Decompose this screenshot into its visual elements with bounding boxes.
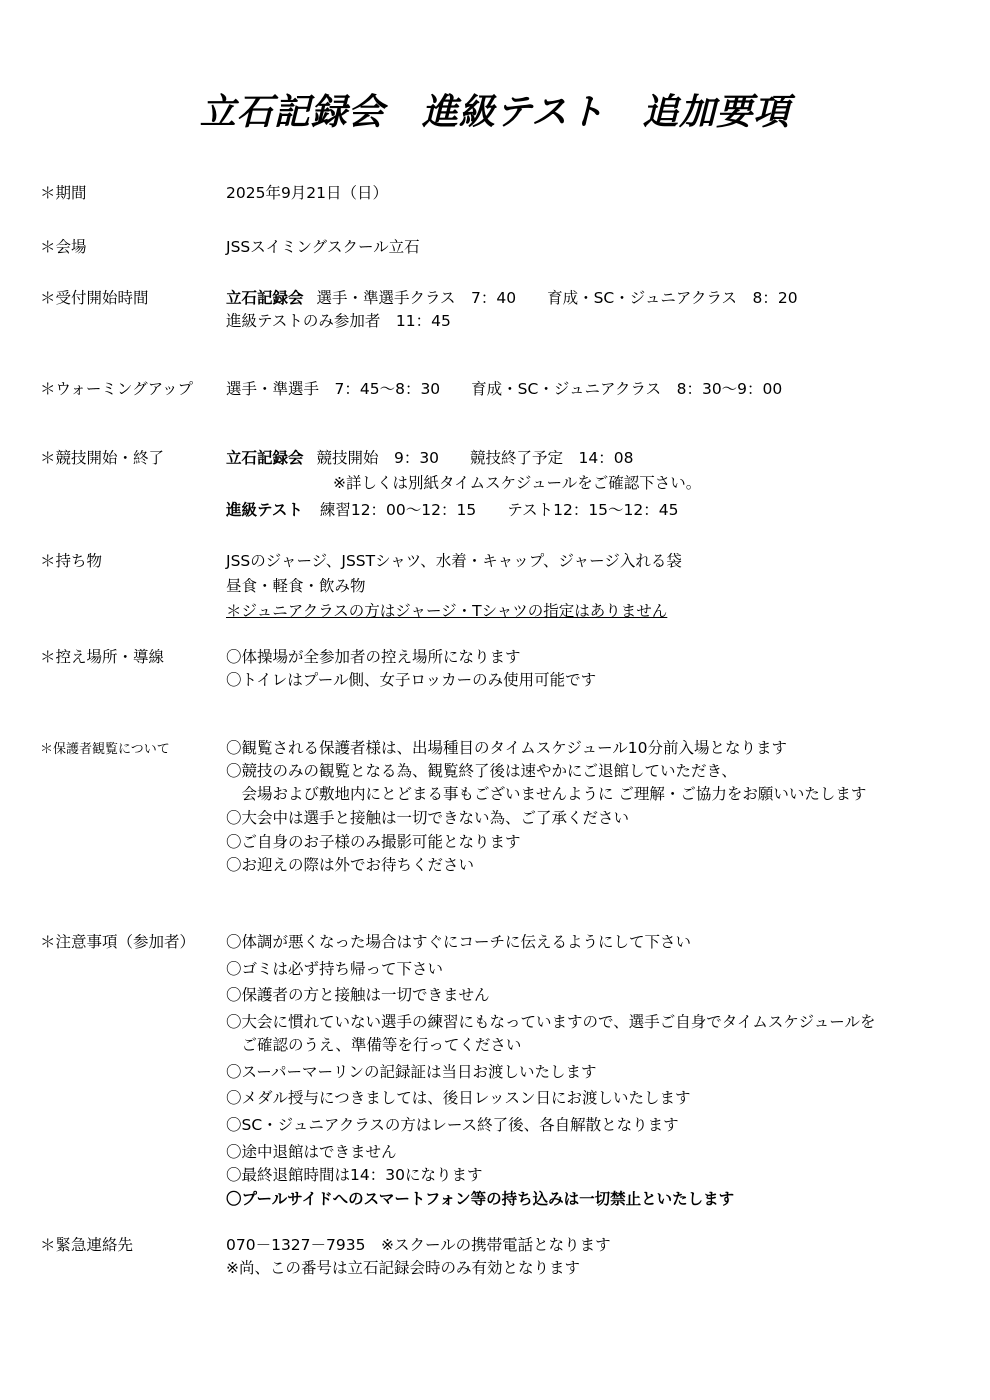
period-value: 2025年9月21日（日） xyxy=(226,184,389,202)
reception-line-1 xyxy=(226,286,798,308)
reception-times: 選手・準選手クラス 7：40 育成・SC・ジュニアクラス 8：20 xyxy=(316,289,798,307)
emergency-label: ＊緊急連絡先 xyxy=(40,1236,134,1254)
notes-line: 〇最終退館時間は14：30になります xyxy=(226,1166,483,1184)
waiting-label: ＊控え場所・導線 xyxy=(40,648,165,666)
notes-line: 〇スーパーマーリンの記録証は当日お渡しいたします xyxy=(226,1063,597,1081)
reception-label: ＊受付開始時間 xyxy=(40,289,149,307)
notes-line: 〇メダル授与につきましては、後日レッスン日にお渡しいたします xyxy=(226,1089,691,1107)
emergency-phone: 070－1327－7935 ※スクールの携帯電話となります xyxy=(226,1236,611,1254)
venue-label: ＊会場 xyxy=(40,238,87,256)
notes-line: 〇保護者の方と接触は一切できません xyxy=(226,986,490,1004)
competition-label: ＊競技開始・終了 xyxy=(40,449,165,467)
belongings-line-1: JSSのジャージ、JSSTシャツ、水着・キャップ、ジャージ入れる袋 xyxy=(226,552,682,570)
belongings-line-3: ＊ジュニアクラスの方はジャージ・Tシャツの指定はありません xyxy=(226,602,668,620)
reception-event-name: 立石記録会 xyxy=(226,289,304,307)
notes-line: 〇ゴミは必ず持ち帰って下さい xyxy=(226,960,444,978)
competition-times: 競技開始 9：30 競技終了予定 14：08 xyxy=(316,449,634,467)
notes-line: 〇体調が悪くなった場合はすぐにコーチに伝えるようにして下さい xyxy=(226,933,692,951)
guardians-line: 〇お迎えの際は外でお待ちください xyxy=(226,856,475,874)
guardians-label: ＊保護者観覧について xyxy=(40,742,170,757)
notes-label: ＊注意事項（参加者） xyxy=(40,933,196,951)
notes-line: 〇SC・ジュニアクラスの方はレース終了後、各自解散となります xyxy=(226,1116,679,1134)
waiting-line-2: 〇トイレはプール側、女子ロッカーのみ使用可能です xyxy=(226,671,597,689)
guardians-line: 〇ご自身のお子様のみ撮影可能となります xyxy=(226,833,521,851)
page-title: 立石記録会 進級テスト 追加要項 xyxy=(199,92,791,133)
competition-note: ※詳しくは別紙タイムスケジュールをご確認下さい。 xyxy=(333,474,702,492)
notes-line: ご確認のうえ、準備等を行ってください xyxy=(226,1036,522,1054)
warmup-value: 選手・準選手 7：45～8：30 育成・SC・ジュニアクラス 8：30～9：00 xyxy=(226,380,783,398)
guardians-line: 〇競技のみの観覧となる為、観覧終了後は速やかにご退館していただき、 xyxy=(226,762,737,780)
venue-value: JSSスイミングスクール立石 xyxy=(226,238,420,256)
period-label: ＊期間 xyxy=(40,184,87,202)
notes-line: 〇途中退館はできません xyxy=(226,1143,397,1161)
competition-line-3 xyxy=(226,498,679,520)
notes-line: 〇大会に慣れていない選手の練習にもなっていますので、選手ご自身でタイムスケジュールを xyxy=(226,1013,876,1031)
waiting-line-1: 〇体操場が全参加者の控え場所になります xyxy=(226,648,521,666)
notes-line-smartphone-ban: 〇プールサイドへのスマートフォン等の持ち込みは一切禁止といたします xyxy=(226,1190,735,1208)
emergency-note: ※尚、この番号は立石記録会時のみ有効となります xyxy=(226,1259,580,1277)
guardians-line: 〇大会中は選手と接触は一切できない為、ご了承ください xyxy=(226,809,630,827)
test-times: 練習12：00～12：15 テスト12：15～12：45 xyxy=(319,501,679,519)
reception-line-2: 進級テストのみ参加者 11：45 xyxy=(226,312,451,330)
belongings-line-2: 昼食・軽食・飲み物 xyxy=(226,577,366,595)
test-event-name: 進級テスト xyxy=(226,501,303,519)
belongings-label: ＊持ち物 xyxy=(40,552,103,570)
warmup-label: ＊ウォーミングアップ xyxy=(40,380,193,398)
guardians-line: 会場および敷地内にとどまる事もございませんように ご理解・ご協力をお願いいたします xyxy=(226,785,867,803)
competition-line-1 xyxy=(226,446,634,468)
guardians-line: 〇観覧される保護者様は、出場種目のタイムスケジュール10分前入場となります xyxy=(226,739,787,757)
competition-event-name: 立石記録会 xyxy=(226,449,304,467)
